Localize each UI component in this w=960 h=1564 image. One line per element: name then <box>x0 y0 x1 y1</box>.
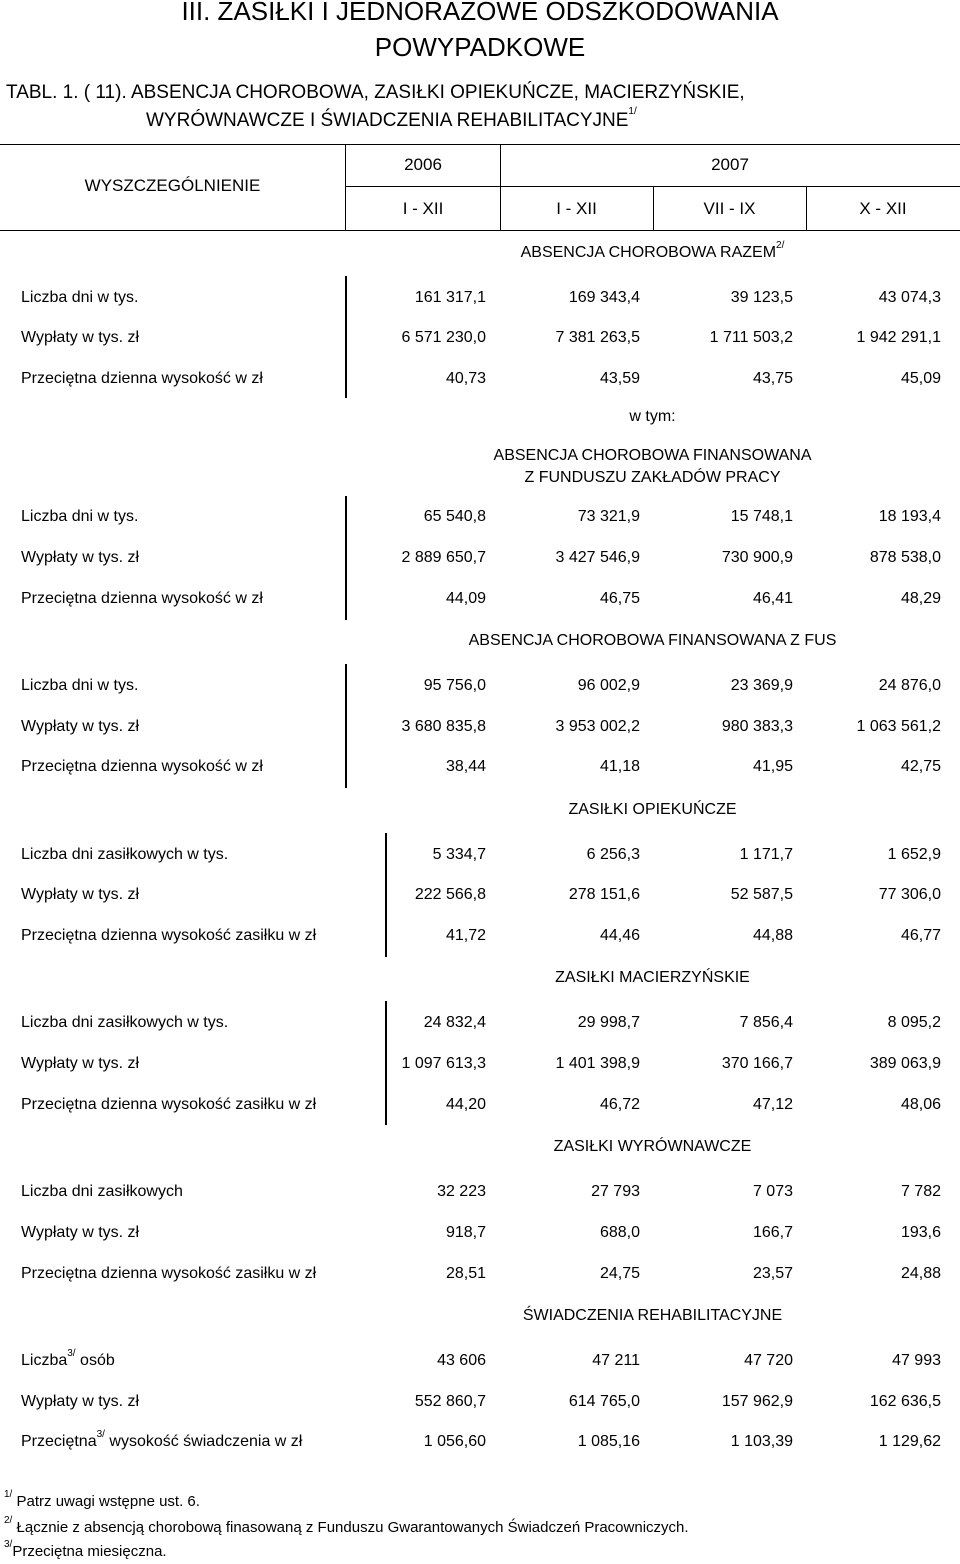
table-cell: 614 765,0 <box>568 1393 640 1410</box>
table-cell: 28,51 <box>445 1265 486 1282</box>
row-label: Liczba$^{3/}$ osób <box>21 1348 115 1369</box>
section-title: ABSENCJA CHOROBOWA FINANSOWANA <box>493 447 812 464</box>
table-cell: 1 652,9 <box>887 846 941 863</box>
table-cell: 41,72 <box>445 927 486 944</box>
table-cell: 77 306,0 <box>878 886 941 903</box>
page-title-line1: III. ZASIŁKI I JEDNORAZOWE ODSZKODOWANIA <box>181 0 779 26</box>
section-title: ZASIŁKI MACIERZYŃSKIE <box>555 969 750 986</box>
table-cell: 1 056,60 <box>423 1433 486 1450</box>
row-label: Wypłaty w tys. zł <box>21 329 140 346</box>
row-label: Wypłaty w tys. zł <box>21 1393 140 1410</box>
table-cell: 222 566,8 <box>414 886 486 903</box>
table-cell: 41,18 <box>599 758 640 775</box>
table-cell: 48,06 <box>900 1096 941 1113</box>
table-cell: 688,0 <box>599 1224 640 1241</box>
table-cell: 47 720 <box>744 1352 793 1369</box>
table-cell: 278 151,6 <box>568 886 640 903</box>
page-title-line2: POWYPADKOWE <box>374 32 586 62</box>
table-cell: 161 317,1 <box>414 289 486 306</box>
row-label: Liczba dni zasiłkowych w tys. <box>21 846 229 863</box>
table-cell: 389 063,9 <box>869 1055 941 1072</box>
header-bottom-rule <box>0 230 960 231</box>
section-pre-title: w tym: <box>629 408 676 425</box>
table-cell: 1 097 613,3 <box>401 1055 486 1072</box>
table-caption-line1: TABL. 1. ( 11). ABSENCJA CHOROBOWA, ZASIŁKI OPIEKUŃCZE, MACIERZYŃSKIE, <box>6 82 745 103</box>
table-cell: 157 962,9 <box>721 1393 793 1410</box>
section-title: ŚWIADCZENIA REHABILITACYJNE <box>522 1307 783 1324</box>
table-cell: 46,77 <box>900 927 941 944</box>
table-cell: 73 321,9 <box>577 508 640 525</box>
table-cell: 1 711 503,2 <box>709 329 793 346</box>
table-cell: 1 171,7 <box>739 846 793 863</box>
row-label: Liczba dni w tys. <box>21 289 139 306</box>
table-caption-line2: WYRÓWNAWCZE I ŚWIADCZENIA $REHABILITACYJNE^{1/}$ <box>146 106 637 131</box>
table-cell: 39 123,5 <box>730 289 793 306</box>
table-cell: 23 369,9 <box>730 677 793 694</box>
row-label: Wypłaty w tys. zł <box>21 886 140 903</box>
row-label: Wypłaty w tys. zł <box>21 1055 140 1072</box>
section-title: ZASIŁKI OPIEKUŃCZE <box>568 801 737 818</box>
section-title-line2: Z FUNDUSZU ZAKŁADÓW PRACY <box>524 469 781 486</box>
table-cell: 45,09 <box>900 370 941 387</box>
row-label: Liczba dni w tys. <box>21 677 139 694</box>
table-cell: 29 998,7 <box>577 1014 640 1031</box>
table-cell: 42,75 <box>900 758 941 775</box>
row-label: Przeciętna dzienna wysokość w zł <box>21 370 263 387</box>
table-cell: 24 832,4 <box>423 1014 486 1031</box>
table-cell: 44,09 <box>445 590 486 607</box>
table-cell: 96 002,9 <box>577 677 640 694</box>
table-cell: 44,88 <box>752 927 793 944</box>
row-label: Wypłaty w tys. zł <box>21 1224 140 1241</box>
table-cell: 46,41 <box>752 590 793 607</box>
table-cell: 43 074,3 <box>878 289 941 306</box>
table-cell: 3 680 835,8 <box>401 718 486 735</box>
section-title: ABSENCJA CHOROBOWA $RAZEM^{2/}$ <box>520 240 785 261</box>
table-cell: 193,6 <box>900 1224 941 1241</box>
table-cell: 44,46 <box>599 927 640 944</box>
table-cell: 5 334,7 <box>432 846 486 863</box>
table-cell: 1 401 398,9 <box>555 1055 640 1072</box>
row-label: Wypłaty w tys. zł <box>21 718 140 735</box>
table-cell: 43,59 <box>599 370 640 387</box>
row-label: Liczba dni zasiłkowych <box>21 1183 183 1200</box>
column-header-period: I - XII <box>556 199 597 218</box>
table-cell: 23,57 <box>752 1265 793 1282</box>
table-cell: 47 993 <box>892 1352 941 1369</box>
table-cell: 7 381 263,5 <box>555 329 640 346</box>
table-cell: 878 538,0 <box>869 549 941 566</box>
column-header-year-2007: 2007 <box>711 155 749 174</box>
table-cell: 95 756,0 <box>423 677 486 694</box>
row-label: Liczba dni w tys. <box>21 508 139 525</box>
column-header-period: I - XII <box>402 199 444 218</box>
table-cell: 38,44 <box>445 758 486 775</box>
table-cell: 15 748,1 <box>730 508 793 525</box>
row-label: Liczba dni zasiłkowych w tys. <box>21 1014 229 1031</box>
table-cell: 43 606 <box>437 1352 486 1369</box>
table-cell: 8 095,2 <box>887 1014 941 1031</box>
table-cell: 3 953 002,2 <box>555 718 640 735</box>
table-cell: 41,95 <box>752 758 793 775</box>
table-cell: 6 571 230,0 <box>401 329 486 346</box>
table-cell: 43,75 <box>752 370 793 387</box>
footnote: $^{1/}$ Patrz uwagi wstępne ust. 6. <box>4 1489 200 1510</box>
row-label: Przeciętna dzienna wysokość w zł <box>21 590 263 607</box>
table-cell: 2 889 650,7 <box>401 549 486 566</box>
table-cell: 65 540,8 <box>423 508 486 525</box>
row-label: Przeciętna dzienna wysokość zasiłku w zł <box>21 1265 317 1282</box>
row-label: Przeciętna$^{3/}$ wysokość świadczenia w zł <box>21 1429 303 1450</box>
table-cell: 370 166,7 <box>721 1055 793 1072</box>
column-header-period: VII - IX <box>703 199 756 218</box>
table-cell: 47 211 <box>592 1352 640 1369</box>
table-cell: 7 782 <box>900 1183 941 1200</box>
table-cell: 46,75 <box>599 590 640 607</box>
table-cell: 169 343,4 <box>568 289 640 306</box>
table-cell: 552 860,7 <box>414 1393 486 1410</box>
section-title: ABSENCJA CHOROBOWA FINANSOWANA Z FUS <box>468 632 837 649</box>
column-header-year-2006: 2006 <box>404 155 442 174</box>
table-cell: 1 942 291,1 <box>856 329 941 346</box>
table-cell: 24 876,0 <box>878 677 941 694</box>
table-cell: 7 073 <box>752 1183 793 1200</box>
table-cell: 980 383,3 <box>721 718 793 735</box>
table-cell: 47,12 <box>752 1096 793 1113</box>
table-cell: 730 900,9 <box>721 549 793 566</box>
column-header-period: X - XII <box>859 199 907 218</box>
table-cell: 1 063 561,2 <box>856 718 941 735</box>
table-cell: 32 223 <box>437 1183 486 1200</box>
table-cell: 44,20 <box>445 1096 486 1113</box>
row-label: Przeciętna dzienna wysokość w zł <box>21 758 263 775</box>
table-cell: 3 427 546,9 <box>555 549 640 566</box>
table-cell: 1 129,62 <box>878 1433 941 1450</box>
table-cell: 6 256,3 <box>586 846 640 863</box>
table-cell: 27 793 <box>591 1183 640 1200</box>
table-cell: 24,88 <box>900 1265 941 1282</box>
table-cell: 166,7 <box>752 1224 793 1241</box>
table-cell: 1 085,16 <box>577 1433 640 1450</box>
column-header-wyszczegolnienie: WYSZCZEGÓLNIENIE <box>84 176 261 195</box>
header-top-rule <box>0 144 960 145</box>
table-cell: 24,75 <box>599 1265 640 1282</box>
table-cell: 7 856,4 <box>739 1014 793 1031</box>
table-cell: 162 636,5 <box>869 1393 941 1410</box>
row-label: Przeciętna dzienna wysokość zasiłku w zł <box>21 927 317 944</box>
table-cell: 918,7 <box>445 1224 486 1241</box>
table-cell: 1 103,39 <box>730 1433 793 1450</box>
footnote: $^{3/}$Przeciętna miesięczna. <box>4 1539 167 1560</box>
table-cell: 18 193,4 <box>878 508 941 525</box>
table-cell: 40,73 <box>445 370 486 387</box>
row-label: Wypłaty w tys. zł <box>21 549 140 566</box>
row-label: Przeciętna dzienna wysokość zasiłku w zł <box>21 1096 317 1113</box>
section-title: ZASIŁKI WYRÓWNAWCZE <box>553 1138 752 1155</box>
table-cell: 52 587,5 <box>730 886 793 903</box>
footnote: $^{2/}$ Łącznie z absencją chorobową finasowaną z Funduszu Gwarantowanych Świadczeń Pracowniczych. <box>4 1515 689 1536</box>
table-cell: 46,72 <box>599 1096 640 1113</box>
table-cell: 48,29 <box>900 590 941 607</box>
